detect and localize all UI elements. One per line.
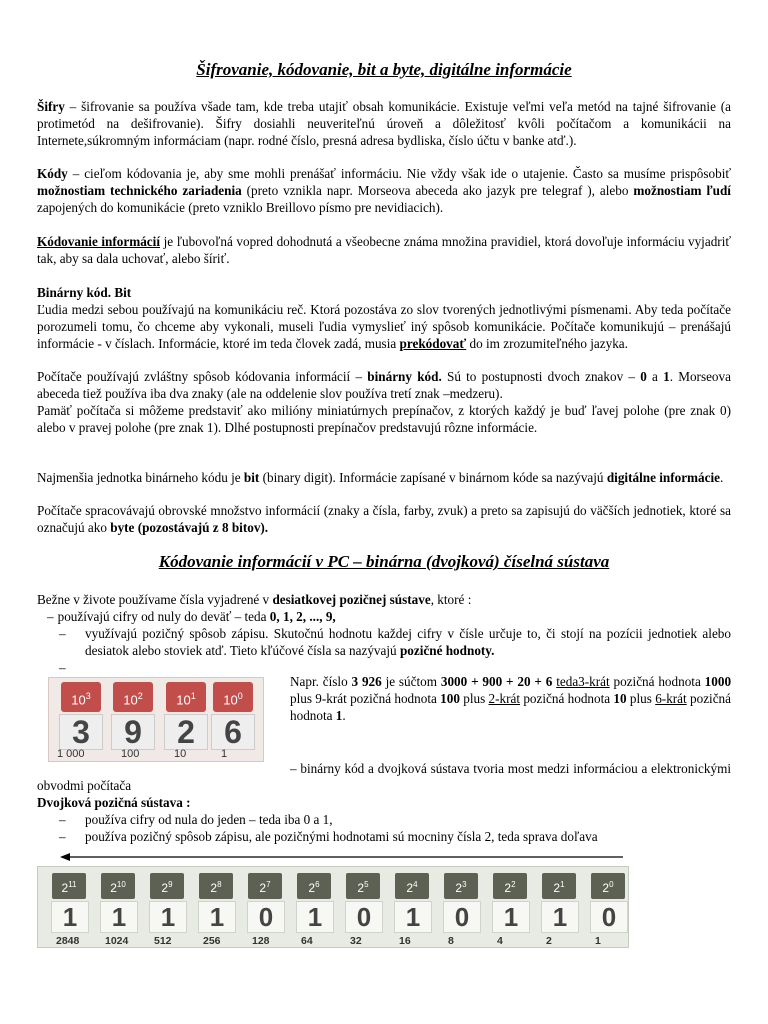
power-of-ten-label: $10^0$ — [213, 682, 253, 712]
power-of-two-label: $2^6$ — [297, 873, 331, 899]
text: používajú cifry od nuly do deväť – teda — [57, 609, 270, 624]
dash: – — [59, 828, 66, 844]
power-of-ten-label: $10^2$ — [113, 682, 153, 712]
list-item — [37, 812, 731, 829]
place-value-label: 256 — [203, 935, 221, 947]
bold-text: možnostiam technického zariadenia — [37, 182, 242, 198]
place-value-label: 64 — [301, 935, 313, 947]
place-value-label: 1 000 — [57, 748, 85, 760]
place-value-label: 2848 — [56, 935, 80, 947]
dash: – — [59, 812, 66, 827]
text: , ktoré : — [430, 592, 472, 607]
decimal-digit: 9 — [111, 714, 155, 750]
bold-text: 0 — [640, 369, 647, 384]
bold-text: možnostiam ľudí — [633, 182, 731, 198]
text: je ľubovoľná vopred dohodnutá a všeobecne známa množina pravidiel, ktorá dovoľuje informáciu vyjadriť tak, aby sa dala uchovať, alebo šíriť. — [37, 234, 731, 266]
text: pozičná hodnota — [609, 674, 705, 689]
list-item — [37, 609, 731, 626]
text: . — [720, 470, 724, 485]
list-item — [37, 829, 731, 846]
text: plus — [459, 690, 489, 706]
decimal-digit: 6 — [211, 714, 255, 750]
decimal-digit: 2 — [164, 714, 208, 750]
bold-text: 1000 — [704, 674, 732, 689]
power-of-two-label: $2^1$ — [542, 873, 576, 899]
binary-digit: 1 — [149, 901, 187, 933]
text: . Morseova abeceda tiež používa iba dva znaky (ale na oddelenie slov používa tretí znak –medzeru). — [37, 369, 731, 401]
binary-digit: 0 — [345, 901, 383, 933]
binary-digit: 1 — [198, 901, 236, 933]
bold-text: 1 — [663, 369, 670, 384]
decimal-place-value-image — [48, 677, 264, 762]
paragraph-pouzivaju — [37, 369, 731, 403]
text: Ľudia medzi sebou používajú na komunikáciu reč. Ktorá pozostáva zo slov tvorených jednotlivými písmenami. Aby teda počítače porozumeli tomu, čo chceme aby vykonali, museli ľudia vymyslieť iný spôsob komunikácie. Počítače komunikujú – prenášajú informácie - v číslach. Informácie, ktoré im teda človek zadá, musia — [37, 302, 731, 351]
power-of-two-label: $2^{11}$ — [52, 873, 86, 899]
text: Počítače spracovávajú obrovské množstvo informácií (znaky a čísla, farby, zvuk) a preto sa zapisujú do väčších jednotiek, ktoré sa označujú ako — [37, 503, 731, 535]
place-value-label: 4 — [497, 935, 503, 947]
heading-text: Dvojková pozičná sústava : — [37, 795, 191, 810]
power-of-two-label: $2^8$ — [199, 873, 233, 899]
underlined-text: 2-krát — [488, 690, 521, 706]
bold-text: 3000 + 900 + 20 + 6 — [440, 674, 553, 689]
text: pozičná hodnota — [290, 690, 732, 723]
title-kodovanie-pc: Kódovanie informácií v PC – binárna (dvojková) číselná sústava — [158, 552, 610, 571]
bold-text: 3 926 — [351, 674, 382, 689]
place-value-label: 16 — [399, 935, 411, 947]
power-of-two-label: $2^2$ — [493, 873, 527, 899]
decimal-digit: 3 — [59, 714, 103, 750]
underlined-text: teda3-krát — [556, 674, 610, 689]
paragraph-most: – binárny kód a dvojková sústava tvoria most medzi informáciou a elektronickými obvodmi počítača — [37, 761, 731, 793]
bold-text: bit — [243, 470, 260, 485]
binary-digit: 1 — [296, 901, 334, 933]
bold-text: desiatkovej pozičnej sústave — [272, 592, 431, 607]
text: Sú to postupnosti dvoch znakov – — [441, 369, 641, 384]
term-kodovanie: Kódovanie informácií — [37, 234, 160, 249]
right-to-left-arrow-icon — [60, 852, 623, 862]
binary-digit: 0 — [443, 901, 481, 933]
binary-digit: 1 — [51, 901, 89, 933]
binary-digit: 0 — [247, 901, 285, 933]
dash: – — [59, 659, 66, 675]
list-item — [37, 626, 731, 660]
bold-text: 10 — [613, 690, 627, 706]
text: používa cifry od nula do jeden – teda iba 0 a 1, — [85, 812, 333, 827]
binary-digit: 1 — [100, 901, 138, 933]
power-of-two-label: $2^7$ — [248, 873, 282, 899]
place-value-label: 2 — [546, 935, 552, 947]
paragraph-najmensia — [37, 470, 731, 487]
binary-digit: 0 — [590, 901, 628, 933]
heading-binarny-kod — [37, 285, 731, 302]
text: Napr. číslo — [290, 674, 352, 689]
text: do im zrozumiteľného jazyka. — [466, 335, 628, 351]
term-prekodovat: prekódovať — [399, 335, 467, 351]
list-binary-properties — [37, 812, 731, 846]
place-value-label: 1024 — [105, 935, 129, 947]
paragraph-kody — [37, 166, 731, 217]
text: Najmenšia jednotka binárneho kódu je — [37, 470, 244, 485]
text: . — [342, 707, 346, 723]
heading-dvojkova — [37, 795, 731, 812]
place-value-label: 10 — [174, 748, 187, 760]
paragraph-napr — [290, 674, 731, 725]
text: Počítače používajú zvláštny spôsob kódovania informácií – — [37, 369, 368, 384]
binary-place-value-image — [37, 866, 629, 948]
power-of-two-label: $2^0$ — [591, 873, 625, 899]
term-sifry: Šifry — [37, 99, 65, 114]
binary-digit: 1 — [541, 901, 579, 933]
text: plus — [626, 690, 656, 706]
place-value-label: 1 — [221, 748, 228, 760]
bold-text: binárny kód. — [367, 369, 442, 384]
place-value-label: 32 — [350, 935, 362, 947]
paragraph-kodovanie — [37, 234, 731, 268]
place-value-label: 1 — [595, 935, 601, 947]
text: zapojených do komunikácie (preto vzniklo Breillovo písmo pre nevidiacich). — [37, 199, 444, 215]
list-decimal-properties — [37, 609, 731, 677]
paragraph-spracovavaju — [37, 503, 731, 537]
dash: – — [59, 625, 66, 641]
power-of-two-label: $2^4$ — [395, 873, 429, 899]
text: – cieľom kódovania je, aby sme mohli prenášať informáciu. Nie vždy však ide o utajenie. Často sa musíme prispôsobiť — [67, 166, 731, 181]
power-of-two-label: $2^3$ — [444, 873, 478, 899]
power-of-two-label: $2^5$ — [346, 873, 380, 899]
paragraph-sifry — [37, 99, 731, 150]
paragraph-pamat: Pamäť počítača si môžeme predstaviť ako milióny miniatúrnych prepínačov, z ktorých každý je buď ľavej polohe (pre znak 0) alebo v pravej polohe (pre znak 1). Dlhé postupnosti prepínačov predstavujú rôzne informácie. — [37, 403, 731, 435]
text: (binary digit). Informácie zapísané v binárnom kóde sa nazývajú — [259, 470, 607, 485]
text: je súčtom — [381, 674, 441, 689]
text: (preto vznikla napr. Morseova abeceda ako jazyk pre telegraf ), alebo — [241, 182, 634, 198]
term-kody: Kódy — [37, 166, 68, 181]
power-of-ten-label: $10^3$ — [61, 682, 101, 712]
power-of-two-label: $2^{10}$ — [101, 873, 135, 899]
place-value-label: 8 — [448, 935, 454, 947]
text: používa pozičný spôsob zápisu, ale pozičnými hodnotami sú mocniny čísla 2, teda sprava doľava — [85, 828, 598, 844]
text: a — [646, 369, 664, 384]
power-of-ten-label: $10^1$ — [166, 682, 206, 712]
bold-text: digitálne informácie — [606, 470, 721, 485]
power-of-two-label: $2^9$ — [150, 873, 184, 899]
bold-text: pozičné hodnoty. — [399, 642, 495, 658]
text-sifry: – šifrovanie sa používa všade tam, kde treba utajiť obsah komunikácie. Existuje veľmi veľa metód na tajné šifrovanie (a protimetód na dešifrovanie). Šifry dosiahli neuveriteľnú úroveň a dôležitosť kvôli počítačom a komunikácii na Internete,súkromným informáciam (napr. rodné číslo, presná adresa bydliska, číslo účtu v banke atď.). — [37, 99, 731, 148]
bold-text: 1 — [335, 707, 343, 723]
underlined-text: 6-krát — [655, 690, 687, 706]
heading-text: Binárny kód. Bit — [37, 285, 132, 300]
bold-text: 0, 1, 2, ..., 9, — [269, 609, 336, 624]
place-value-label: 512 — [154, 935, 172, 947]
paragraph-ludia — [37, 302, 731, 353]
text: plus 9-krát pozičná hodnota — [290, 690, 441, 706]
text: Bežne v živote používame čísla vyjadrené v — [37, 592, 273, 607]
bold-text: 100 — [440, 690, 460, 706]
place-value-label: 100 — [121, 748, 140, 760]
dash: – — [47, 609, 54, 624]
place-value-label: 128 — [252, 935, 270, 947]
title-sifrovanie: Šifrovanie, kódovanie, bit a byte, digitálne informácie — [196, 60, 572, 79]
text: využívajú pozičný spôsob zápisu. Skutočnú hodnotu každej cifry v čísle určuje to, či stojí na pozícii jednotiek alebo desiatok alebo stoviek atď. Tieto kľúčové čísla sa nazývajú — [85, 625, 731, 658]
text: pozičná hodnota — [520, 690, 614, 706]
paragraph-bezne — [37, 592, 731, 609]
bold-text: byte (pozostávajú z 8 bitov). — [110, 519, 269, 535]
binary-digit: 1 — [492, 901, 530, 933]
binary-digit: 1 — [394, 901, 432, 933]
